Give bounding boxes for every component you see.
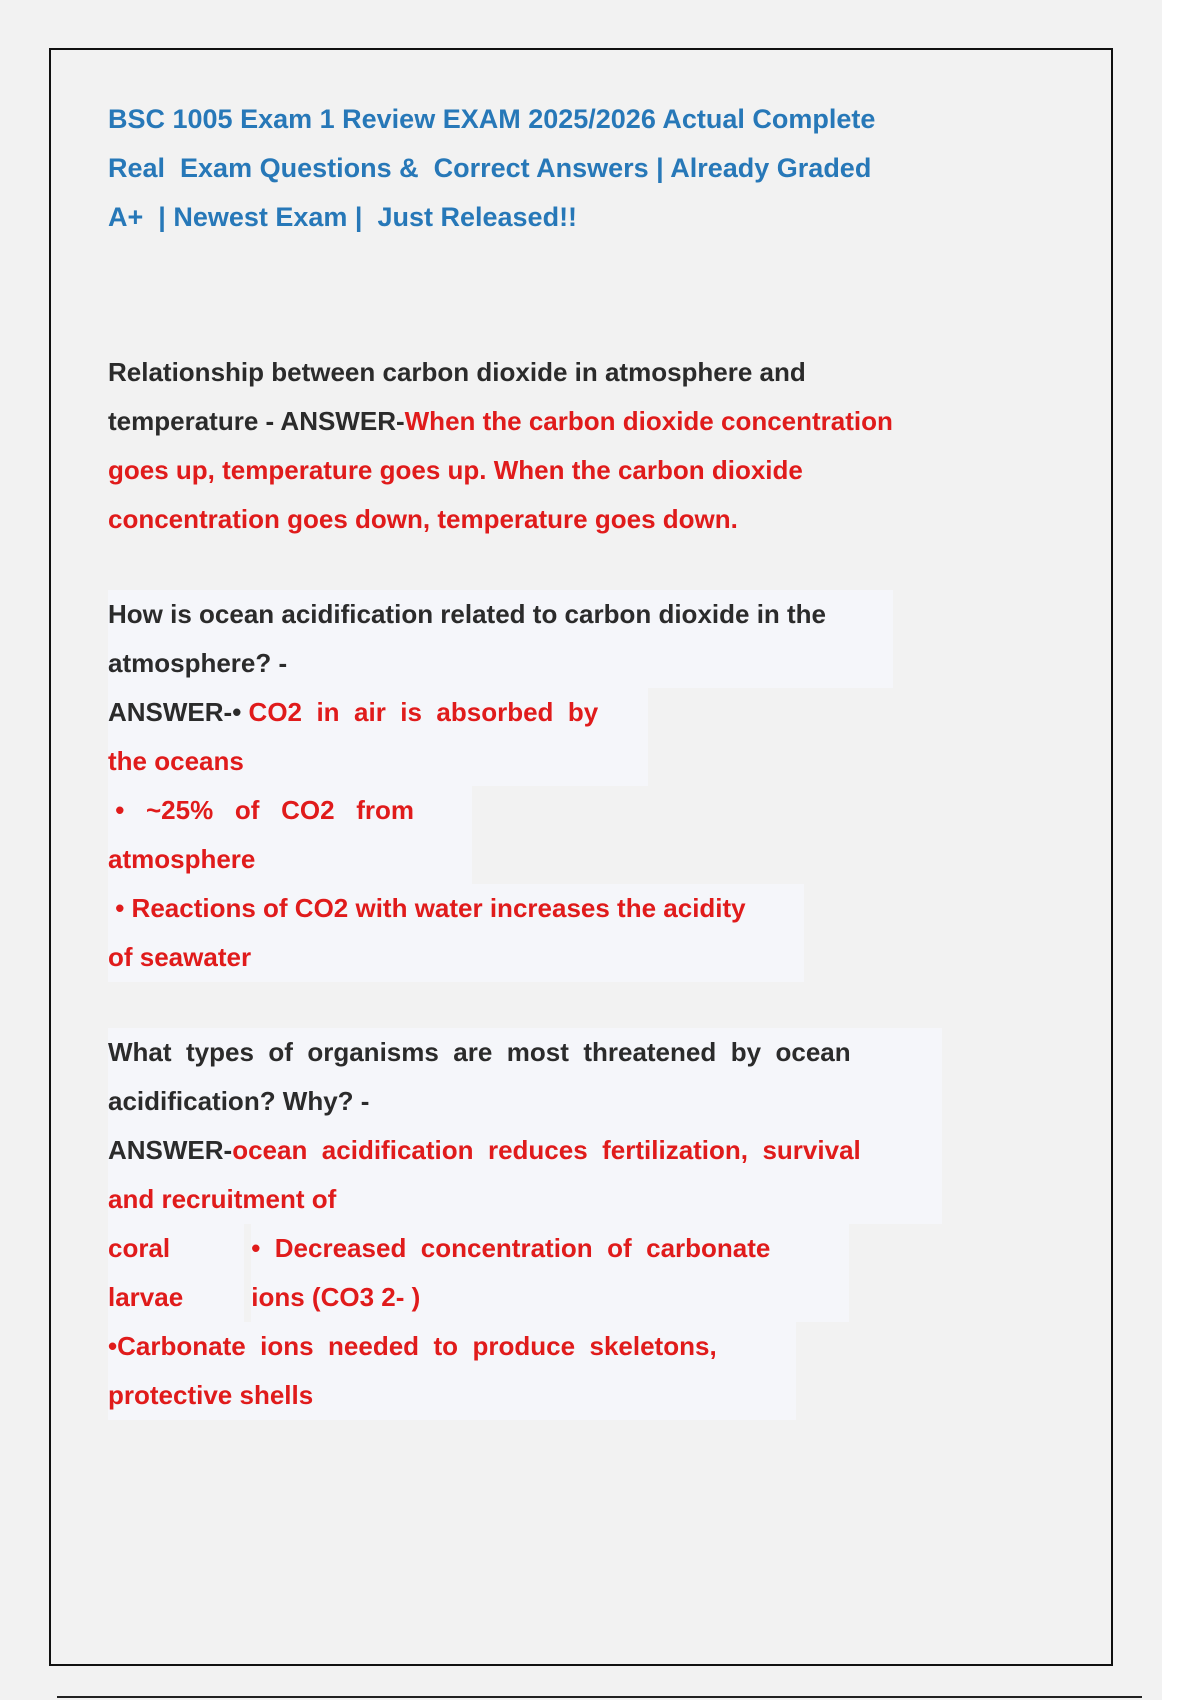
answer-2-prefix: ANSWER-• xyxy=(108,697,249,727)
qa-item-2 xyxy=(108,590,968,982)
answer-3-line-2: and recruitment of xyxy=(108,1184,337,1214)
question-3-line-1: What types of organisms are most threatened by ocean xyxy=(108,1037,851,1067)
answer-2-line-1: CO2 in air is absorbed by xyxy=(248,697,599,727)
answer-2-line-2: the oceans xyxy=(108,746,244,776)
question-1-line-1: Relationship between carbon dioxide in atmosphere and xyxy=(108,357,806,387)
right-margin-strip xyxy=(1162,0,1200,1700)
answer-2-line-4: atmosphere xyxy=(108,844,256,874)
answer-2-line-6: of seawater xyxy=(108,942,252,972)
answer-3-prefix: ANSWER- xyxy=(108,1135,233,1165)
bottom-divider xyxy=(57,1696,1142,1698)
title-line-1: BSC 1005 Exam 1 Review EXAM 2025/2026 Actual Complete xyxy=(108,104,876,134)
answer-3-line-5: • Decreased concentration of carbonate xyxy=(251,1233,771,1263)
answer-3-line-7: •Carbonate ions needed to produce skeletons, xyxy=(108,1331,717,1361)
answer-3-line-6: ions (CO3 2- ) xyxy=(251,1282,421,1312)
question-2-line-2: atmosphere? - xyxy=(108,648,288,678)
question-3-line-2: acidification? Why? - xyxy=(108,1086,370,1116)
qa-item-3 xyxy=(108,1028,968,1420)
document-content xyxy=(108,95,968,1420)
title-line-3: A+ | Newest Exam | Just Released!! xyxy=(108,202,578,232)
answer-3-line-3: coral xyxy=(108,1233,171,1263)
title-line-2: Real Exam Questions & Correct Answers | Already Graded xyxy=(108,153,872,183)
answer-3-line-1: ocean acidification reduces fertilization, survival xyxy=(232,1135,861,1165)
question-2-line-1: How is ocean acidification related to carbon dioxide in the xyxy=(108,599,827,629)
answer-1-line-2: goes up, temperature goes up. When the carbon dioxide xyxy=(108,455,803,485)
answer-1-line-1: When the carbon dioxide concentration xyxy=(404,406,893,436)
answer-2-line-3: • ~25% of CO2 from xyxy=(108,795,415,825)
document-title xyxy=(108,95,968,242)
answer-3-line-8: protective shells xyxy=(108,1380,314,1410)
answer-1-line-3: concentration goes down, temperature goes down. xyxy=(108,504,738,534)
question-1-line-2: temperature - ANSWER- xyxy=(108,406,405,436)
answer-3-line-4: larvae xyxy=(108,1282,184,1312)
answer-2-line-5: • Reactions of CO2 with water increases the acidity xyxy=(108,893,746,923)
qa-item-1 xyxy=(108,348,968,544)
